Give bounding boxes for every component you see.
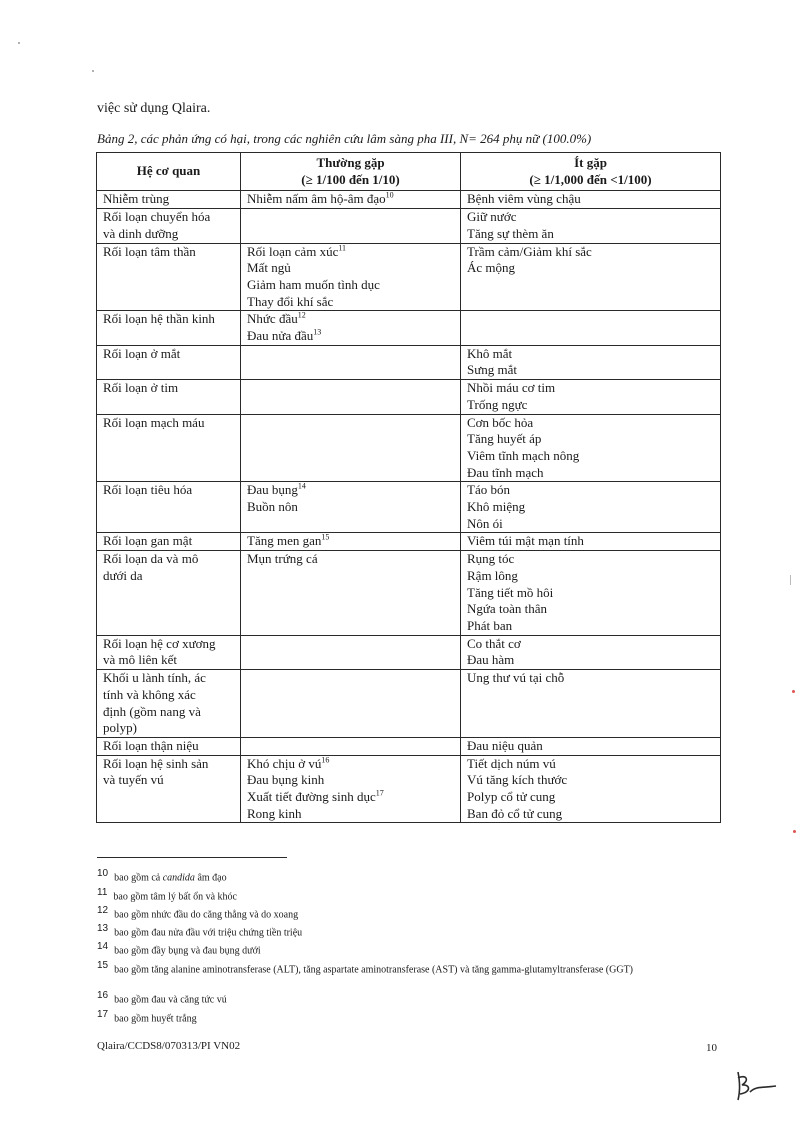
table-caption: Bảng 2, các phản ứng có hại, trong các nghiên cứu lâm sàng pha III, N= 264 phụ nữ (100.0%): [97, 131, 592, 146]
footnote-text: bao gồm đau nửa đầu với triệu chứng tiền triệu: [114, 927, 303, 939]
common-reaction: [247, 482, 454, 499]
uncommon-reaction: Ung thư vú tại chỗ: [467, 670, 565, 686]
common-reactions-cell: [241, 209, 461, 243]
footnote-text: bao gồm đau và căng tức vú: [114, 994, 227, 1006]
uncommon-reaction: Tiết dịch núm vú: [467, 755, 556, 771]
uncommon-reaction: Ác mộng: [467, 260, 516, 276]
uncommon-reactions-cell: [461, 243, 721, 311]
footnote-number: 15: [97, 960, 109, 971]
common-reactions-cell: [241, 635, 461, 669]
header-uncommon-title: Ít gặp: [574, 155, 607, 170]
uncommon-reaction: Phát ban: [467, 617, 513, 633]
table-row: [97, 380, 721, 414]
common-reactions-cell: [241, 482, 461, 533]
common-reactions-cell: [241, 311, 461, 345]
common-reaction: [247, 551, 454, 568]
organ-class-label: Nhiễm trùng: [103, 191, 170, 207]
uncommon-reaction: Giữ nước: [467, 209, 517, 225]
footnote-number: 12: [97, 905, 109, 916]
footnote-number: 10: [97, 868, 109, 879]
scan-edge-mark: [793, 830, 796, 833]
uncommon-reaction: Tăng sự thèm ăn: [467, 225, 554, 241]
organ-class-label: và mô liên kết: [103, 652, 178, 668]
footnote-ref: 12: [297, 311, 306, 320]
uncommon-reaction: Đau hàm: [467, 652, 515, 668]
table-row: [97, 345, 721, 379]
uncommon-reaction: Nôn ói: [467, 515, 503, 531]
footer-doc-id: Qlaira/CCDS8/070313/PI VN02: [97, 1040, 241, 1052]
organ-class-label: Rối loạn tâm thần: [103, 243, 196, 259]
footnote-number: 14: [97, 941, 109, 952]
common-reactions-cell: [241, 670, 461, 738]
organ-class-label: Khối u lành tính, ác: [103, 670, 206, 686]
organ-class-label: polyp): [103, 720, 137, 736]
uncommon-reaction: Ban đỏ cổ tử cung: [467, 805, 563, 821]
organ-class-cell: [97, 533, 241, 551]
common-reaction: [247, 789, 454, 806]
table-row: [97, 243, 721, 311]
common-reaction: [247, 499, 454, 516]
uncommon-reaction: Polyp cổ tử cung: [467, 789, 556, 805]
organ-class-cell: [97, 670, 241, 738]
table-row: [97, 311, 721, 345]
intro-text: việc sử dụng Qlaira.: [97, 101, 211, 116]
uncommon-reactions-cell: [461, 414, 721, 482]
organ-class-label: Rối loạn hệ sinh sản: [103, 755, 209, 771]
scan-edge-mark: [792, 690, 795, 693]
header-uncommon: [461, 153, 721, 191]
footnote-item: [97, 990, 717, 1006]
common-reactions-cell: [241, 243, 461, 311]
uncommon-reactions-cell: [461, 551, 721, 636]
uncommon-reaction: Nhồi máu cơ tim: [467, 380, 556, 396]
footnote-text-italic: candida: [162, 872, 195, 884]
page-number: 10: [706, 1042, 717, 1054]
table-row: [97, 191, 721, 209]
reaction-text: Đau nửa đầu: [247, 328, 314, 344]
table-row: [97, 533, 721, 551]
uncommon-reactions-cell: [461, 755, 721, 823]
footnote-ref: 15: [321, 533, 330, 543]
reaction-text: Tăng men gan: [247, 533, 322, 549]
organ-class-label: Rối loạn ở tim: [103, 380, 179, 396]
footnote-ref: 16: [321, 755, 330, 765]
organ-class-label: và tuyến vú: [103, 772, 164, 788]
common-reactions-cell: [241, 345, 461, 379]
uncommon-reaction: Sưng mắt: [467, 362, 518, 378]
uncommon-reactions-cell: [461, 737, 721, 755]
organ-class-cell: [97, 311, 241, 345]
uncommon-reaction: Tăng huyết áp: [467, 431, 542, 447]
common-reactions-cell: [241, 755, 461, 823]
uncommon-reaction: Ngứa toàn thân: [467, 601, 547, 617]
common-reaction: [247, 294, 454, 311]
organ-class-cell: [97, 380, 241, 414]
organ-class-cell: [97, 737, 241, 755]
table-row: [97, 551, 721, 636]
common-reactions-cell: [241, 533, 461, 551]
common-reactions-cell: [241, 380, 461, 414]
uncommon-reaction: Vú tăng kích thước: [467, 772, 568, 788]
reaction-text: Xuất tiết đường sinh dục: [247, 789, 376, 805]
uncommon-reaction: Đau niệu quản: [467, 737, 543, 753]
reaction-text: Đau bụng kinh: [247, 772, 325, 788]
table-header-row: [97, 153, 721, 191]
uncommon-reactions-cell: [461, 345, 721, 379]
organ-class-label: tính và không xác: [103, 686, 196, 702]
footnote-number: 11: [97, 887, 108, 898]
organ-class-label: định (gồm nang và: [103, 703, 201, 719]
uncommon-reaction: Bệnh viêm vùng chậu: [467, 191, 581, 207]
table-row: [97, 635, 721, 669]
footnote-text-tail: âm đạo: [194, 872, 227, 884]
common-reaction: [247, 806, 454, 823]
uncommon-reactions-cell: [461, 209, 721, 243]
footnote-item: [97, 1009, 717, 1025]
signature-mark: [732, 1068, 780, 1104]
header-common: [241, 153, 461, 191]
organ-class-cell: [97, 551, 241, 636]
uncommon-reaction: Khô mắt: [467, 345, 513, 361]
reaction-text: Buồn nôn: [247, 499, 298, 515]
reaction-text: Giảm ham muốn tình dục: [247, 276, 380, 292]
footnote-item: [97, 868, 717, 884]
uncommon-reaction: Co thắt cơ: [467, 635, 521, 651]
reaction-text: Mất ngủ: [247, 260, 291, 276]
reaction-text: Mụn trứng cá: [247, 551, 318, 567]
uncommon-reactions-cell: [461, 482, 721, 533]
organ-class-label: Rối loạn da và mô: [103, 551, 199, 567]
uncommon-reaction: Rậm lông: [467, 567, 518, 583]
footnote-text: bao gồm cả: [114, 872, 163, 884]
footnote-ref: 14: [297, 482, 306, 492]
organ-class-cell: [97, 414, 241, 482]
organ-class-cell: [97, 482, 241, 533]
common-reactions-cell: [241, 551, 461, 636]
footnote-item: [97, 960, 717, 976]
organ-class-label: Rối loạn hệ cơ xương: [103, 635, 216, 651]
uncommon-reaction: Đau tĩnh mạch: [467, 464, 544, 480]
reaction-text: Đau bụng: [247, 482, 298, 498]
organ-class-cell: [97, 755, 241, 823]
footnote-item: [97, 941, 717, 957]
organ-class-label: Rối loạn thận niệu: [103, 737, 199, 753]
common-reaction: [247, 191, 454, 208]
uncommon-reaction: Khô miệng: [467, 499, 526, 515]
uncommon-reaction: Táo bón: [467, 482, 510, 498]
organ-class-cell: [97, 345, 241, 379]
footnote-number: 16: [97, 990, 109, 1001]
common-reaction: [247, 533, 454, 550]
uncommon-reactions-cell: [461, 670, 721, 738]
reaction-text: Rối loạn cảm xúc: [247, 243, 339, 259]
reaction-text: Rong kinh: [247, 805, 302, 821]
footnote-number: 17: [97, 1009, 109, 1020]
footnote-item: [97, 923, 717, 939]
organ-class-cell: [97, 209, 241, 243]
header-common-range: (≥ 1/100 đến 1/10): [301, 171, 400, 187]
uncommon-reactions-cell: [461, 191, 721, 209]
common-reaction: [247, 772, 454, 789]
uncommon-reactions-cell: [461, 635, 721, 669]
organ-class-label: Rối loạn chuyển hóa: [103, 209, 211, 225]
organ-class-cell: [97, 635, 241, 669]
organ-class-label: Rối loạn ở mắt: [103, 345, 181, 361]
footnote-item: [97, 905, 717, 921]
common-reaction: [247, 311, 454, 328]
header-common-title: Thường gặp: [316, 155, 385, 170]
organ-class-label: Rối loạn mạch máu: [103, 414, 205, 430]
table-row: [97, 414, 721, 482]
uncommon-reactions-cell: [461, 380, 721, 414]
footnote-text: bao gồm tâm lý bất ổn và khóc: [113, 891, 237, 903]
common-reaction: [247, 328, 454, 345]
table-row: [97, 482, 721, 533]
footnote-ref: 17: [375, 788, 384, 798]
common-reactions-cell: [241, 737, 461, 755]
organ-class-label: Rối loạn gan mật: [103, 533, 193, 549]
reaction-text: Khó chịu ở vú: [247, 755, 322, 771]
footnote-text: bao gồm đầy bụng và đau bụng dưới: [114, 945, 261, 957]
common-reaction: [247, 277, 454, 294]
reaction-text: Nhiễm nấm âm hộ-âm đạo: [247, 191, 386, 207]
common-reactions-cell: [241, 414, 461, 482]
header-uncommon-range: (≥ 1/1,000 đến <1/100): [529, 171, 652, 187]
organ-class-label: Rối loạn hệ thần kinh: [103, 311, 215, 327]
organ-class-label: Rối loạn tiêu hóa: [103, 482, 193, 498]
reaction-text: Nhức đầu: [247, 311, 298, 327]
footnote-rule: [97, 857, 287, 858]
footnote-text: bao gồm nhức đầu do căng thẳng và do xoang: [114, 909, 299, 921]
adverse-reactions-table: [96, 152, 721, 823]
common-reaction: [247, 244, 454, 261]
organ-class-cell: [97, 191, 241, 209]
uncommon-reaction: Tăng tiết mồ hôi: [467, 584, 554, 600]
footnote-text: bao gồm tăng alanine aminotransferase (ALT), tăng aspartate aminotransferase (AST) và tăng gamma-glutamyltransferase (GGT): [114, 964, 634, 976]
uncommon-reaction: Trầm cảm/Giảm khí sắc: [467, 243, 592, 259]
common-reaction: [247, 260, 454, 277]
table-row: [97, 755, 721, 823]
organ-class-label: dưới da: [103, 567, 143, 583]
header-organ: Hệ cơ quan: [97, 153, 241, 191]
common-reaction: [247, 756, 454, 773]
uncommon-reaction: Trống ngực: [467, 396, 528, 412]
common-reactions-cell: [241, 191, 461, 209]
uncommon-reaction: Viêm túi mật mạn tính: [467, 533, 584, 549]
uncommon-reactions-cell: [461, 311, 721, 345]
reaction-text: Thay đổi khí sắc: [247, 293, 334, 309]
footnote-ref: 11: [338, 243, 347, 253]
footnote-text: bao gồm huyết trắng: [114, 1013, 197, 1025]
organ-class-label: và dinh dưỡng: [103, 225, 179, 241]
footnote-number: 13: [97, 923, 109, 934]
organ-class-cell: [97, 243, 241, 311]
scan-edge-mark: [790, 575, 794, 585]
table-row: [97, 209, 721, 243]
footnote-ref: 10: [385, 191, 394, 201]
uncommon-reaction: Cơn bốc hỏa: [467, 414, 534, 430]
uncommon-reaction: Viêm tĩnh mạch nông: [467, 447, 580, 463]
uncommon-reactions-cell: [461, 533, 721, 551]
footnote-item: [97, 887, 717, 903]
table-row: [97, 670, 721, 738]
uncommon-reaction: Rụng tóc: [467, 551, 515, 567]
footnote-ref: 13: [313, 327, 322, 337]
table-row: [97, 737, 721, 755]
